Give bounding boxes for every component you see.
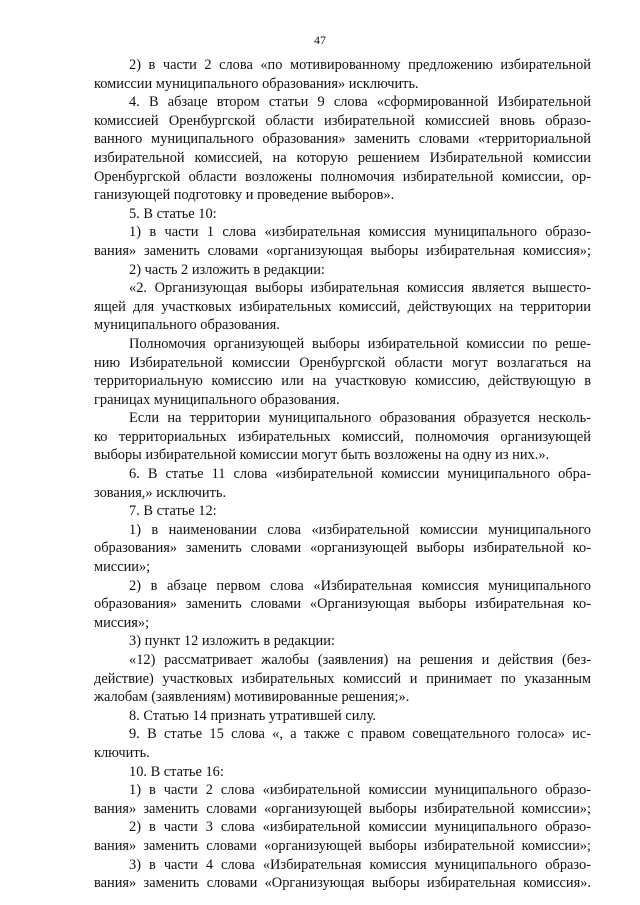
text-line: Если на территории муниципального образования образуется несколь- [129, 410, 591, 427]
text-line: территориальную комиссию или на участковую комиссию, действующую в [94, 373, 591, 390]
text-line: комиссии муниципального образования» исключить. [94, 75, 419, 92]
text-line: ко территориальных избирательных комиссий, полномочия организующей [94, 428, 591, 445]
text-line: границах муниципального образования. [94, 391, 340, 408]
text-line: 1) в части 2 слова «избирательной комиссии муниципального образо- [129, 782, 591, 799]
text-line: жалобам (заявлениям) мотивированные решения;». [94, 689, 410, 706]
text-line: Полномочия организующей выборы избирательной комиссии по реше- [129, 335, 591, 352]
text-line: 6. В статье 11 слова «избирательной комиссии муниципального обра- [129, 466, 591, 483]
text-line: вания» заменить словами «организующей выборы избирательной комиссии»; [94, 837, 591, 854]
text-line: ключить. [94, 744, 150, 761]
text-line: 5. В статье 10: [129, 205, 217, 222]
text-line: вания» заменить словами «Организующая выборы избирательная комиссия». [94, 875, 591, 892]
text-line: 3) в части 4 слова «Избирательная комиссия муниципального образо- [129, 856, 591, 873]
text-line: 2) часть 2 изложить в редакции: [129, 261, 325, 278]
text-line: вания» заменить словами «организующей выборы избирательной комиссии»; [94, 800, 591, 817]
text-line: миссии»; [94, 559, 151, 576]
text-line: 9. В статье 15 слова «, а также с правом совещательного голоса» ис- [129, 726, 591, 743]
text-line: 7. В статье 12: [129, 503, 217, 520]
text-line: 2) в части 3 слова «избирательной комиссии муниципального образо- [129, 819, 591, 836]
text-line: образования» заменить словами «Организующая выборы избирательная ко- [94, 596, 591, 613]
document-body [94, 56, 591, 893]
page-number: 47 [314, 33, 326, 47]
text-line: 1) в наименовании слова «избирательной комиссии муниципального [129, 521, 591, 538]
text-line: нию Избирательной комиссии Оренбургской области могут возлагаться на [94, 354, 591, 371]
text-line: миссия»; [94, 614, 150, 631]
text-line: «12) рассматривает жалобы (заявления) на решения и действия (без- [129, 652, 591, 668]
text-line: 8. Статью 14 признать утратившей силу. [129, 707, 376, 724]
text-line: выборы избирательной комиссии могут быть возложены на одну из них.». [94, 447, 550, 464]
text-line: «2. Организующая выборы избирательная комиссия является вышесто- [129, 280, 591, 297]
text-line: 2) в части 2 слова «по мотивированному предложению избирательной [129, 57, 591, 73]
text-line: ганизующей подготовку и проведение выборов». [94, 187, 395, 204]
text-line: действие) участковых избирательных комиссий и принимает по указанным [94, 670, 591, 687]
text-line: вания» заменить словами «организующая выборы избирательная комиссия»; [94, 242, 591, 259]
text-line: образования» заменить словами «организующей выборы избирательной ко- [94, 540, 591, 557]
text-line: 1) в части 1 слова «избирательная комиссия муниципального образо- [129, 224, 591, 241]
text-line: 10. В статье 16: [129, 763, 224, 780]
text-line: зования,» исключить. [94, 484, 227, 501]
text-line: ванного муниципального образования» заменить словами «территориальной [94, 131, 591, 148]
text-line: Оренбургской области возложены полномочия избирательной комиссии, ор- [94, 168, 591, 185]
text-line: 2) в абзаце первом слова «Избирательная комиссия муниципального [129, 577, 591, 594]
text-line: избирательной комиссией, на которую решением Избирательной комиссии [94, 149, 591, 166]
text-line: 3) пункт 12 изложить в редакции: [129, 633, 335, 650]
text-line: муниципального образования. [94, 317, 280, 334]
text-line: 4. В абзаце втором статьи 9 слова «сформированной Избирательной [129, 94, 591, 111]
text-line: ящей для участковых избирательных комиссий, действующих на территории [94, 298, 591, 315]
text-line: комиссией Оренбургской области избирательной комиссией вновь образо- [94, 112, 591, 129]
